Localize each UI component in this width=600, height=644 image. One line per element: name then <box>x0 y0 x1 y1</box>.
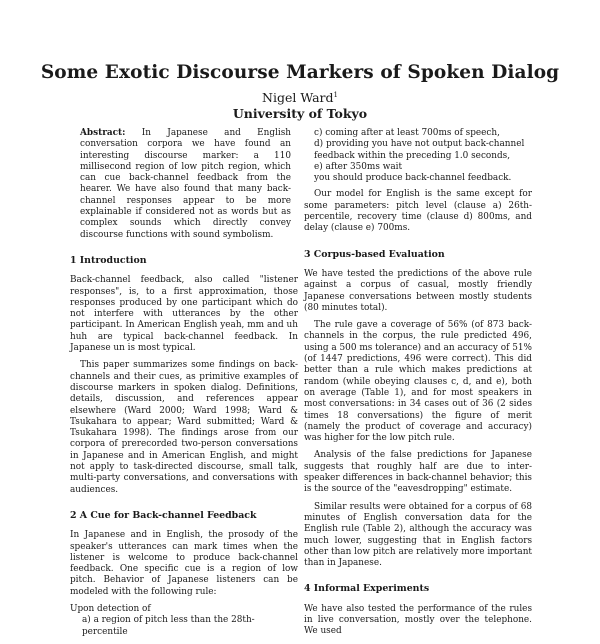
paper-title: Some Exotic Discourse Markers of Spoken Dialog <box>40 62 560 83</box>
section-heading-experiments: 4 Informal Experiments <box>304 583 430 595</box>
rule-clause-e: e) after 350ms wait <box>314 161 403 172</box>
eval-paragraph-3: Analysis of the false predictions for Japanese suggests that roughly half are due to inter-speaker differences in back-channel behavior; this is the source of the "eavesdropping" estimate. <box>304 450 532 495</box>
right-column <box>304 128 532 644</box>
abstract-label: Abstract: <box>80 128 126 138</box>
rule-list-start <box>70 604 298 638</box>
section-heading-introduction: 1 Introduction <box>70 254 147 266</box>
paper-affiliation: University of Tokyo <box>232 106 368 121</box>
section-heading-cue: 2 A Cue for Back-channel Feedback <box>70 509 257 521</box>
cue-paragraph-1: In Japanese and in English, the prosody of the speaker's utterances can mark times when the listener is welcome to produce back-channel feedback. One specific cue is a region of low pitch. Behavior of Japanese listeners can be modeled with the following rule: <box>70 530 298 597</box>
experiments-paragraph-1: We have also tested the performance of the rules in live conversation, mostly over the telephone. We used <box>304 603 532 637</box>
intro-paragraph-1: Back-channel feedback, also called "listener responses", is, to a first approximation, those responses produced by one participant which do not interfere with utterances by the other participant. In American English yeah, mm and uh huh are typical back-channel feedback. In Japanese un is most typical. <box>70 275 298 354</box>
rule-clause-a: a) a region of pitch less than the 28th-percentile <box>82 615 255 637</box>
rule-list-continued <box>304 128 532 184</box>
eval-paragraph-1: We have tested the predictions of the above rule against a corpus of casual, mostly friendly Japanese conversations between mostly students (80 minutes total). <box>304 268 532 313</box>
left-column <box>70 128 298 638</box>
rule-intro: Upon detection of <box>70 603 151 614</box>
section-heading-evaluation: 3 Corpus-based Evaluation <box>304 248 445 260</box>
author-name: Nigel Ward <box>262 90 334 105</box>
abstract <box>80 128 291 241</box>
eval-paragraph-2: The rule gave a coverage of 56% (of 873 back-channels in the corpus, the rule predicted 496, using a 500 ms tolerance) and an accuracy of 51% (of 1447 predictions, 496 were correct). This did better than a rule which makes predictions at random (while obeying clauses c, d, and e), both on average (Table 1), and for most speakers in most conversations: in 34 cases out of 36 (2 sides times 18 conversations) the figure of merit (namely the product of coverage and accuracy) was higher for the low pitch rule. <box>304 320 532 444</box>
paper-author <box>0 90 600 105</box>
rule-conclusion: you should produce back-channel feedback. <box>314 173 512 184</box>
abstract-text: In Japanese and English conversation corpora we have found an interesting discourse marker: a 110 millisecond region of low pitch region, which can cue back-channel feedback from the hearer. We have also found that many back-channel responses appear to be more explainable if considered not as words but as complex sounds which directly convey discourse functions with sound symbolism. <box>80 128 292 240</box>
rule-clause-d: d) providing you have not output back-channel feedback within the preceding 1.0 seconds, <box>314 139 525 161</box>
intro-paragraph-2: This paper summarizes some findings on back-channels and their cues, as primitive examples of discourse markers in spoken dialog. Definitions, details, discussion, and references appear elsewhere (Ward 2000; Ward 1998; Ward & Tsukahara to appear; Ward submitted; Ward & Tsukahara 1998). The findings arose from our corpora of prerecorded two-person conversations in Japanese and in American English, and might not apply to task-directed discourse, small talk, multi-party conversations, and conversations with audiences. <box>70 360 298 495</box>
rule-clause-c: c) coming after at least 700ms of speech, <box>314 128 500 138</box>
model-note: Our model for English is the same except for some parameters: pitch level (clause a) 26th-percentile, recovery time (clause d) 800ms, and delay (clause e) 700ms. <box>304 189 532 234</box>
eval-paragraph-4: Similar results were obtained for a corpus of 68 minutes of English conversation data for the English rule (Table 2), although the accuracy was much lower, suggesting that in English factors other than low pitch are relatively more important than in Japanese. <box>304 501 532 569</box>
author-footnote-mark: 1 <box>333 90 338 99</box>
